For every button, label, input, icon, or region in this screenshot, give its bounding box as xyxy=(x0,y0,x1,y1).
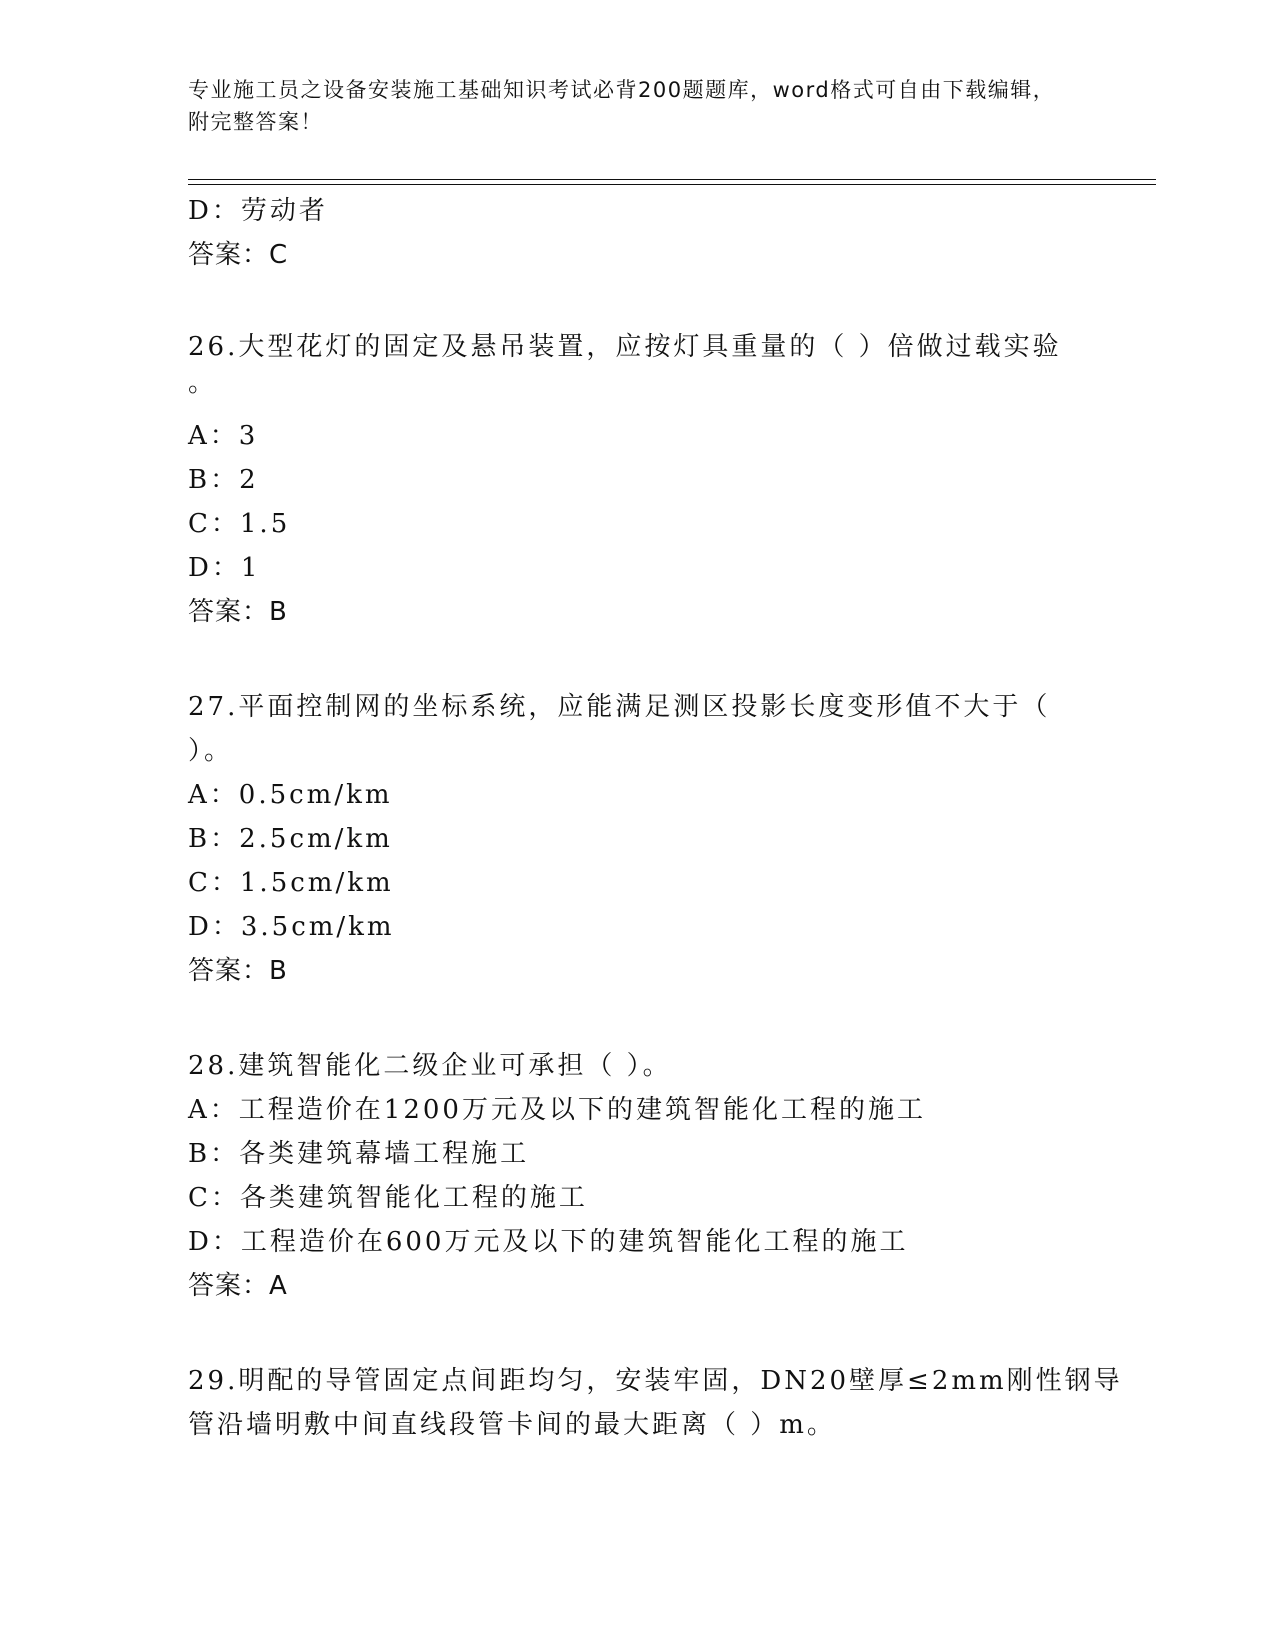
option-line: C：1.5 xyxy=(188,509,291,539)
option-line: A：0.5cm/km xyxy=(188,780,393,810)
option-line: A：工程造价在1200万元及以下的建筑智能化工程的施工 xyxy=(188,1095,926,1125)
answer-line: 答案：A xyxy=(188,1271,288,1301)
option-line: B：各类建筑幕墙工程施工 xyxy=(188,1139,530,1169)
option-line: B：2.5cm/km xyxy=(188,824,393,854)
answer-line: 答案：C xyxy=(188,240,289,270)
option-line: D：工程造价在600万元及以下的建筑智能化工程的施工 xyxy=(188,1227,909,1257)
option-line: D：1 xyxy=(188,553,261,583)
question-line: 。 xyxy=(188,368,218,398)
question-line: 管沿墙明敷中间直线段管卡间的最大距离（ ）m。 xyxy=(188,1410,836,1440)
question-line: 29.明配的导管固定点间距均匀，安装牢固，DN20壁厚≤2mm刚性钢导 xyxy=(188,1366,1123,1396)
question-line: 28.建筑智能化二级企业可承担（ ）。 xyxy=(188,1051,672,1081)
header-divider-bottom xyxy=(188,184,1156,185)
option-line: C：各类建筑智能化工程的施工 xyxy=(188,1183,588,1213)
option-line: D：劳动者 xyxy=(188,196,328,226)
answer-line: 答案：B xyxy=(188,956,288,986)
answer-line: 答案：B xyxy=(188,597,288,627)
document-header: 专业施工员之设备安装施工基础知识考试必背200题题库，word格式可自由下载编辑，附完整答案！ xyxy=(188,78,1056,134)
option-line: D：3.5cm/km xyxy=(188,912,395,942)
question-line: ）。 xyxy=(188,736,234,766)
question-line: 27.平面控制网的坐标系统，应能满足测区投影长度变形值不大于（ xyxy=(188,692,1051,722)
option-line: C：1.5cm/km xyxy=(188,868,394,898)
option-line: B：2 xyxy=(188,465,259,495)
option-line: A：3 xyxy=(188,421,259,451)
header-divider-top xyxy=(188,179,1156,180)
question-line: 26.大型花灯的固定及悬吊装置，应按灯具重量的（ ）倍做过载实验 xyxy=(188,332,1062,362)
